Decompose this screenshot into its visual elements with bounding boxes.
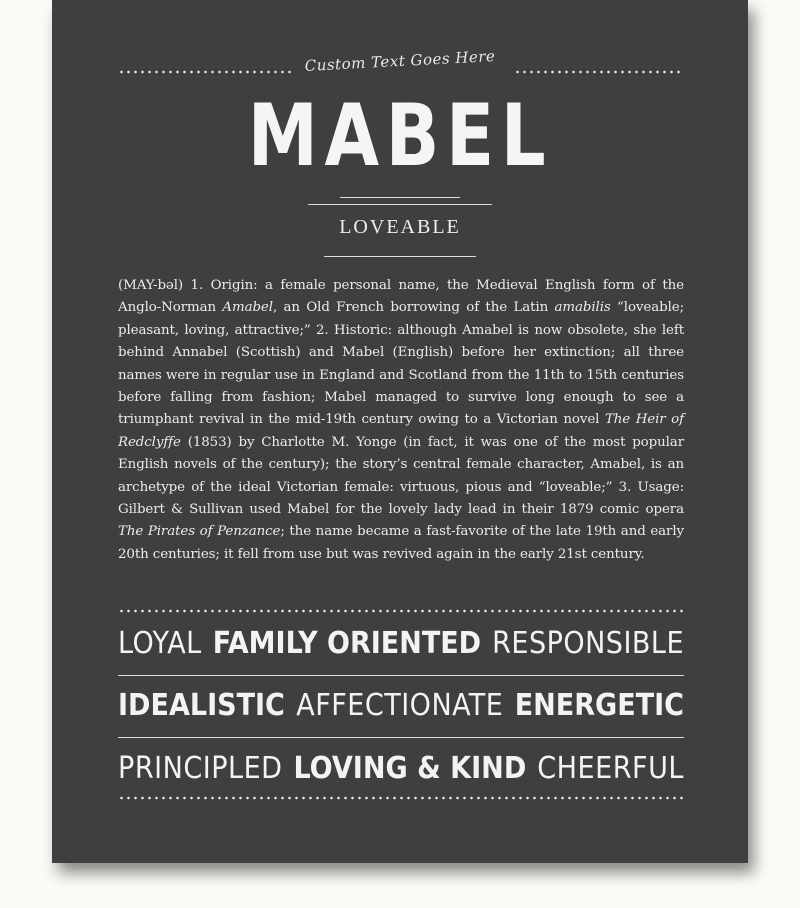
name-definition <box>118 275 684 566</box>
traits-row-2 <box>118 684 684 728</box>
definition-italic-pirates: The Pirates of Penzance <box>118 524 281 540</box>
trait-loving-kind: LOVING & KIND <box>293 751 527 786</box>
name-poster <box>52 0 748 863</box>
trait-responsible: RESPONSIBLE <box>492 626 684 661</box>
name-meaning: LOVEABLE <box>339 216 461 238</box>
trait-idealistic: IDEALISTIC <box>118 688 285 723</box>
definition-text-4: (1853) by Charlotte M. Yonge (in fact, it was one of the most popular English novels of the century); the story’s central female character, Amabel, is an archetype of the ideal Victorian female: virtuous, pious and “loveable;” 3. Usage: Gilbert & Sullivan used Mabel for the lovely lady lead in their 1879 comic opera <box>118 434 684 518</box>
dotted-rule-right <box>514 70 684 74</box>
traits-row-1 <box>118 622 684 666</box>
trait-principled: PRINCIPLED <box>118 751 283 786</box>
meaning-rule-bottom <box>324 256 476 257</box>
traits-rule-2 <box>118 737 684 738</box>
trait-family-oriented: FAMILY ORIENTED <box>212 626 482 661</box>
dotted-rule-traits-bottom <box>118 796 684 800</box>
meaning-rule-mid <box>308 204 492 205</box>
pronunciation: (MAY-bəl) <box>118 278 184 293</box>
trait-cheerful: CHEERFUL <box>537 751 684 786</box>
name-title: MABEL <box>247 86 553 186</box>
trait-loyal: LOYAL <box>118 626 202 661</box>
definition-italic-amabel: Amabel <box>222 300 273 316</box>
traits-row-3 <box>118 747 684 791</box>
definition-italic-heir: The Heir of Redclyffe <box>118 412 684 450</box>
definition-text-5: ; the name became a fast-favorite of the late 19th and early 20th centuries; it fell from use but was revived again in the early 21st century. <box>118 524 684 562</box>
trait-affectionate: AFFECTIONATE <box>296 688 504 723</box>
definition-text-1: 1. Origin: a female personal name, the Medieval English form of the Anglo-Norman <box>118 278 684 316</box>
trait-energetic: ENERGETIC <box>514 688 684 723</box>
traits-rule-1 <box>118 675 684 676</box>
custom-tagline: Custom Text Goes Here <box>304 47 496 75</box>
definition-italic-amabilis: amabilis <box>554 300 611 316</box>
definition-text-2: , an Old French borrowing of the Latin <box>272 300 555 316</box>
definition-text-3: “loveable; pleasant, loving, attractive;” 2. Historic: although Amabel is now obsolete, she left behind Annabel (Scottish) and Mabel (English) before her extinction; all three names were in regular use in England and Scotland from the 11th to 15th centuries before falling from fashion; Mabel managed to survive long enough to see a triumphant revival in the mid-19th century owing to a Victorian novel <box>118 300 684 428</box>
meaning-rule-top <box>340 197 460 198</box>
dotted-rule-traits-top <box>118 609 684 613</box>
